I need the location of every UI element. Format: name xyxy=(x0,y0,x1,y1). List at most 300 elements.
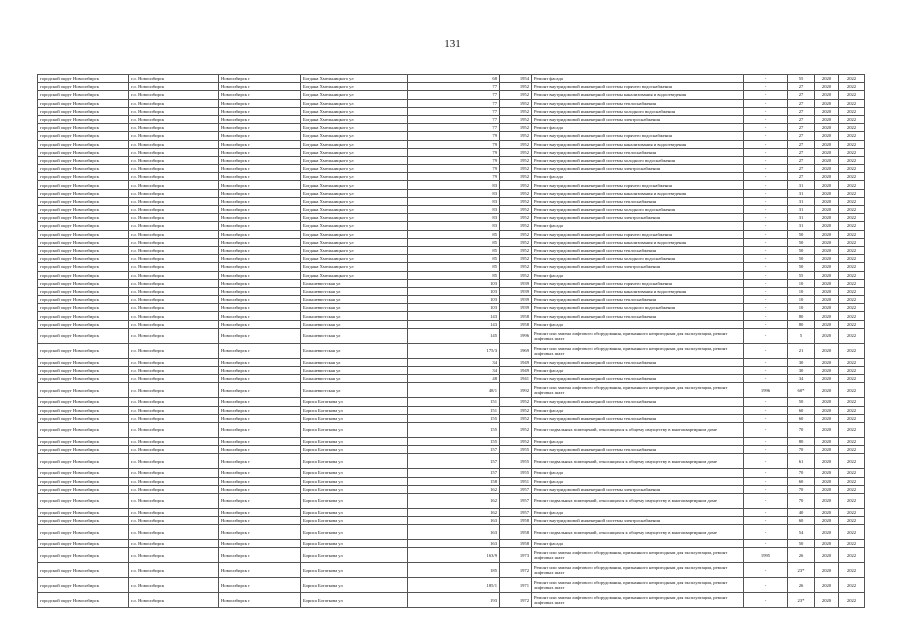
work-type-cell: Ремонт внутридомовой инженерной системы теплоснабжения xyxy=(532,398,744,406)
plan-start-cell: 2020 xyxy=(815,83,839,91)
table-row xyxy=(38,414,865,422)
last-repair-cell: - xyxy=(744,222,788,230)
locality-cell: Новосибирск г xyxy=(219,414,301,422)
plan-start-cell: 2020 xyxy=(815,91,839,99)
table-row xyxy=(38,83,865,91)
last-repair-cell: - xyxy=(744,525,788,540)
built-year-cell: 1996 xyxy=(500,328,532,343)
wear-cell: 26 xyxy=(788,578,815,593)
district-cell: г.о. Новосибирск xyxy=(129,230,219,238)
built-year-cell: 1952 xyxy=(500,206,532,214)
district-cell: г.о. Новосибирск xyxy=(129,437,219,445)
street-cell: Богдана Хмельницкого ул xyxy=(301,173,408,181)
last-repair-cell: - xyxy=(744,173,788,181)
wear-cell: 27 xyxy=(788,148,815,156)
wear-cell: 26 xyxy=(788,548,815,563)
district-cell: г.о. Новосибирск xyxy=(129,173,219,181)
last-repair-cell: - xyxy=(744,358,788,366)
plan-start-cell: 2020 xyxy=(815,148,839,156)
plan-start-cell: 2020 xyxy=(815,540,839,548)
street-cell: Большевистская ул xyxy=(301,287,408,295)
district-cell: г.о. Новосибирск xyxy=(129,563,219,578)
built-year-cell: 1952 xyxy=(500,83,532,91)
table-row xyxy=(38,454,865,469)
street-cell: Бориса Богаткова ул xyxy=(301,406,408,414)
work-type-cell: Ремонт внутридомовой инженерной системы электроснабжения xyxy=(532,485,744,493)
locality-cell: Новосибирск г xyxy=(219,165,301,173)
built-year-cell: 1971 xyxy=(500,578,532,593)
wear-cell: 27 xyxy=(788,107,815,115)
district-cell: г.о. Новосибирск xyxy=(129,508,219,516)
locality-cell: Новосибирск г xyxy=(219,320,301,328)
district-cell: г.о. Новосибирск xyxy=(129,343,219,358)
district-cell: г.о. Новосибирск xyxy=(129,197,219,205)
wear-cell: 70 xyxy=(788,422,815,437)
table-row xyxy=(38,238,865,246)
district-cell: г.о. Новосибирск xyxy=(129,238,219,246)
district-cell: г.о. Новосибирск xyxy=(129,91,219,99)
house-cell: 79 xyxy=(408,132,500,140)
plan-start-cell: 2020 xyxy=(815,197,839,205)
district-cell: г.о. Новосибирск xyxy=(129,165,219,173)
plan-end-cell: 2022 xyxy=(839,517,865,525)
last-repair-cell: - xyxy=(744,446,788,454)
last-repair-cell: - xyxy=(744,469,788,477)
locality-cell: Новосибирск г xyxy=(219,477,301,485)
plan-end-cell: 2022 xyxy=(839,255,865,263)
built-year-cell: 1939 xyxy=(500,287,532,295)
municipality-cell: городской округ Новосибирск xyxy=(38,107,129,115)
district-cell: г.о. Новосибирск xyxy=(129,517,219,525)
table-row xyxy=(38,156,865,164)
wear-cell: 50 xyxy=(788,255,815,263)
wear-cell: 54 xyxy=(788,525,815,540)
plan-start-cell: 2020 xyxy=(815,222,839,230)
wear-cell: 27 xyxy=(788,115,815,123)
plan-start-cell: 2020 xyxy=(815,140,839,148)
district-cell: г.о. Новосибирск xyxy=(129,312,219,320)
locality-cell: Новосибирск г xyxy=(219,173,301,181)
house-cell: 145 xyxy=(408,328,500,343)
plan-start-cell: 2020 xyxy=(815,271,839,279)
locality-cell: Новосибирск г xyxy=(219,124,301,132)
last-repair-cell: - xyxy=(744,132,788,140)
table-row xyxy=(38,91,865,99)
municipality-cell: городской округ Новосибирск xyxy=(38,493,129,508)
district-cell: г.о. Новосибирск xyxy=(129,375,219,383)
last-repair-cell: - xyxy=(744,107,788,115)
built-year-cell: 1952 xyxy=(500,414,532,422)
work-type-cell: Ремонт фасада xyxy=(532,437,744,445)
plan-end-cell: 2022 xyxy=(839,296,865,304)
plan-start-cell: 2020 xyxy=(815,525,839,540)
built-year-cell: 1952 xyxy=(500,189,532,197)
house-cell: 163/9 xyxy=(408,548,500,563)
plan-end-cell: 2022 xyxy=(839,189,865,197)
municipality-cell: городской округ Новосибирск xyxy=(38,255,129,263)
house-cell: 68 xyxy=(408,75,500,83)
last-repair-cell: - xyxy=(744,140,788,148)
built-year-cell: 1952 xyxy=(500,181,532,189)
wear-cell: 80 xyxy=(788,437,815,445)
built-year-cell: 1951 xyxy=(500,477,532,485)
municipality-cell: городской округ Новосибирск xyxy=(38,263,129,271)
plan-end-cell: 2022 xyxy=(839,246,865,254)
wear-cell: 27 xyxy=(788,132,815,140)
built-year-cell: 1957 xyxy=(500,508,532,516)
table-row xyxy=(38,343,865,358)
locality-cell: Новосибирск г xyxy=(219,271,301,279)
wear-cell: 21 xyxy=(788,343,815,358)
built-year-cell: 1952 xyxy=(500,197,532,205)
street-cell: Большевистская ул xyxy=(301,343,408,358)
house-cell: 143 xyxy=(408,320,500,328)
locality-cell: Новосибирск г xyxy=(219,304,301,312)
locality-cell: Новосибирск г xyxy=(219,312,301,320)
table-row xyxy=(38,517,865,525)
house-cell: 193 xyxy=(408,593,500,608)
wear-cell: 10 xyxy=(788,296,815,304)
house-cell: 79 xyxy=(408,148,500,156)
table-row xyxy=(38,132,865,140)
plan-end-cell: 2022 xyxy=(839,238,865,246)
table-row xyxy=(38,214,865,222)
table-row xyxy=(38,469,865,477)
work-type-cell: Ремонт внутридомовой инженерной системы холодного водоснабжения xyxy=(532,304,744,312)
street-cell: Большевистская ул xyxy=(301,296,408,304)
plan-end-cell: 2022 xyxy=(839,197,865,205)
plan-start-cell: 2020 xyxy=(815,238,839,246)
work-type-cell: Ремонт или замена лифтового оборудования, признанного непригодным для эксплуатации, ремонт лифтовых шахт xyxy=(532,593,744,608)
built-year-cell: 1992 xyxy=(500,383,532,398)
work-type-cell: Ремонт внутридомовой инженерной системы теплоснабжения xyxy=(532,197,744,205)
wear-cell: 23* xyxy=(788,563,815,578)
built-year-cell: 1952 xyxy=(500,406,532,414)
table-body xyxy=(38,75,865,608)
wear-cell: 10 xyxy=(788,304,815,312)
house-cell: 77 xyxy=(408,91,500,99)
street-cell: Большевистская ул xyxy=(301,375,408,383)
district-cell: г.о. Новосибирск xyxy=(129,287,219,295)
last-repair-cell: - xyxy=(744,165,788,173)
work-type-cell: Ремонт внутридомовой инженерной системы электроснабжения xyxy=(532,165,744,173)
table-row xyxy=(38,222,865,230)
plan-end-cell: 2022 xyxy=(839,563,865,578)
street-cell: Богдана Хмельницкого ул xyxy=(301,230,408,238)
plan-end-cell: 2022 xyxy=(839,206,865,214)
last-repair-cell: - xyxy=(744,189,788,197)
built-year-cell: 1952 xyxy=(500,255,532,263)
plan-start-cell: 2020 xyxy=(815,485,839,493)
locality-cell: Новосибирск г xyxy=(219,358,301,366)
plan-end-cell: 2022 xyxy=(839,383,865,398)
municipality-cell: городской округ Новосибирск xyxy=(38,181,129,189)
plan-start-cell: 2020 xyxy=(815,246,839,254)
last-repair-cell: - xyxy=(744,563,788,578)
plan-start-cell: 2020 xyxy=(815,367,839,375)
built-year-cell: 1958 xyxy=(500,525,532,540)
plan-end-cell: 2022 xyxy=(839,328,865,343)
work-type-cell: Ремонт внутридомовой инженерной системы горячего водоснабжения xyxy=(532,132,744,140)
municipality-cell: городской округ Новосибирск xyxy=(38,115,129,123)
work-type-cell: Ремонт внутридомовой инженерной системы теплоснабжения xyxy=(532,148,744,156)
district-cell: г.о. Новосибирск xyxy=(129,304,219,312)
street-cell: Богдана Хмельницкого ул xyxy=(301,263,408,271)
street-cell: Богдана Хмельницкого ул xyxy=(301,83,408,91)
plan-start-cell: 2020 xyxy=(815,115,839,123)
locality-cell: Новосибирск г xyxy=(219,91,301,99)
work-type-cell: Ремонт подвальных помещений, относящихся к общему имуществу в многоквартирном доме xyxy=(532,422,744,437)
locality-cell: Новосибирск г xyxy=(219,132,301,140)
locality-cell: Новосибирск г xyxy=(219,83,301,91)
municipality-cell: городской округ Новосибирск xyxy=(38,578,129,593)
house-cell: 77 xyxy=(408,115,500,123)
wear-cell: 10 xyxy=(788,287,815,295)
plan-end-cell: 2022 xyxy=(839,454,865,469)
street-cell: Богдана Хмельницкого ул xyxy=(301,255,408,263)
plan-end-cell: 2022 xyxy=(839,578,865,593)
street-cell: Богдана Хмельницкого ул xyxy=(301,189,408,197)
street-cell: Бориса Богаткова ул xyxy=(301,398,408,406)
district-cell: г.о. Новосибирск xyxy=(129,107,219,115)
wear-cell: 31 xyxy=(788,206,815,214)
house-cell: 83 xyxy=(408,222,500,230)
plan-start-cell: 2020 xyxy=(815,477,839,485)
last-repair-cell: - xyxy=(744,328,788,343)
work-type-cell: Ремонт внутридомовой инженерной системы горячего водоснабжения xyxy=(532,279,744,287)
plan-start-cell: 2020 xyxy=(815,517,839,525)
last-repair-cell: - xyxy=(744,517,788,525)
street-cell: Богдана Хмельницкого ул xyxy=(301,206,408,214)
table-row xyxy=(38,279,865,287)
plan-end-cell: 2022 xyxy=(839,540,865,548)
district-cell: г.о. Новосибирск xyxy=(129,358,219,366)
street-cell: Большевистская ул xyxy=(301,312,408,320)
built-year-cell: 1952 xyxy=(500,437,532,445)
table-row xyxy=(38,107,865,115)
locality-cell: Новосибирск г xyxy=(219,548,301,563)
last-repair-cell: - xyxy=(744,238,788,246)
built-year-cell: 1952 xyxy=(500,124,532,132)
table-row xyxy=(38,540,865,548)
wear-cell: 27 xyxy=(788,91,815,99)
locality-cell: Новосибирск г xyxy=(219,517,301,525)
district-cell: г.о. Новосибирск xyxy=(129,75,219,83)
street-cell: Бориса Богаткова ул xyxy=(301,493,408,508)
plan-end-cell: 2022 xyxy=(839,398,865,406)
work-type-cell: Ремонт фасада xyxy=(532,477,744,485)
municipality-cell: городской округ Новосибирск xyxy=(38,99,129,107)
plan-end-cell: 2022 xyxy=(839,132,865,140)
plan-end-cell: 2022 xyxy=(839,493,865,508)
table-row xyxy=(38,422,865,437)
locality-cell: Новосибирск г xyxy=(219,383,301,398)
street-cell: Богдана Хмельницкого ул xyxy=(301,148,408,156)
last-repair-cell: 1996 xyxy=(744,383,788,398)
last-repair-cell: - xyxy=(744,255,788,263)
plan-start-cell: 2020 xyxy=(815,173,839,181)
street-cell: Бориса Богаткова ул xyxy=(301,469,408,477)
wear-cell: 60* xyxy=(788,383,815,398)
plan-end-cell: 2022 xyxy=(839,83,865,91)
district-cell: г.о. Новосибирск xyxy=(129,548,219,563)
street-cell: Большевистская ул xyxy=(301,320,408,328)
built-year-cell: 1958 xyxy=(500,312,532,320)
built-year-cell: 1958 xyxy=(500,540,532,548)
municipality-cell: городской округ Новосибирск xyxy=(38,367,129,375)
wear-cell: 27 xyxy=(788,99,815,107)
built-year-cell: 1952 xyxy=(500,91,532,99)
work-type-cell: Ремонт внутридомовой инженерной системы холодного водоснабжения xyxy=(532,156,744,164)
district-cell: г.о. Новосибирск xyxy=(129,477,219,485)
work-type-cell: Ремонт или замена лифтового оборудования, признанного непригодным для эксплуатации, ремонт лифтовых шахт xyxy=(532,328,744,343)
street-cell: Богдана Хмельницкого ул xyxy=(301,107,408,115)
plan-start-cell: 2020 xyxy=(815,181,839,189)
built-year-cell: 1972 xyxy=(500,563,532,578)
locality-cell: Новосибирск г xyxy=(219,206,301,214)
street-cell: Бориса Богаткова ул xyxy=(301,414,408,422)
street-cell: Богдана Хмельницкого ул xyxy=(301,91,408,99)
wear-cell: 50 xyxy=(788,398,815,406)
house-cell: 103 xyxy=(408,304,500,312)
locality-cell: Новосибирск г xyxy=(219,189,301,197)
built-year-cell: 1952 xyxy=(500,115,532,123)
last-repair-cell: - xyxy=(744,296,788,304)
locality-cell: Новосибирск г xyxy=(219,263,301,271)
house-cell: 77 xyxy=(408,124,500,132)
work-type-cell: Ремонт внутридомовой инженерной системы электроснабжения xyxy=(532,214,744,222)
house-cell: 175/3 xyxy=(408,343,500,358)
table-row xyxy=(38,287,865,295)
municipality-cell: городской округ Новосибирск xyxy=(38,132,129,140)
table-row xyxy=(38,140,865,148)
built-year-cell: 1952 xyxy=(500,222,532,230)
table-row xyxy=(38,548,865,563)
house-cell: 77 xyxy=(408,107,500,115)
municipality-cell: городской округ Новосибирск xyxy=(38,414,129,422)
work-type-cell: Ремонт внутридомовой инженерной системы теплоснабжения xyxy=(532,99,744,107)
plan-start-cell: 2020 xyxy=(815,287,839,295)
locality-cell: Новосибирск г xyxy=(219,328,301,343)
locality-cell: Новосибирск г xyxy=(219,279,301,287)
municipality-cell: городской округ Новосибирск xyxy=(38,197,129,205)
built-year-cell: 1952 xyxy=(500,246,532,254)
municipality-cell: городской округ Новосибирск xyxy=(38,437,129,445)
district-cell: г.о. Новосибирск xyxy=(129,99,219,107)
locality-cell: Новосибирск г xyxy=(219,99,301,107)
plan-end-cell: 2022 xyxy=(839,367,865,375)
wear-cell: 60 xyxy=(788,477,815,485)
wear-cell: 34 xyxy=(788,375,815,383)
street-cell: Бориса Богаткова ул xyxy=(301,477,408,485)
last-repair-cell: - xyxy=(744,422,788,437)
work-type-cell: Ремонт или замена лифтового оборудования, признанного непригодным для эксплуатации, ремонт лифтовых шахт xyxy=(532,578,744,593)
house-cell: 103 xyxy=(408,279,500,287)
built-year-cell: 1952 xyxy=(500,173,532,181)
built-year-cell: 1969 xyxy=(500,343,532,358)
plan-end-cell: 2022 xyxy=(839,358,865,366)
work-type-cell: Ремонт фасада xyxy=(532,75,744,83)
street-cell: Богдана Хмельницкого ул xyxy=(301,99,408,107)
street-cell: Бориса Богаткова ул xyxy=(301,446,408,454)
locality-cell: Новосибирск г xyxy=(219,343,301,358)
locality-cell: Новосибирск г xyxy=(219,230,301,238)
plan-end-cell: 2022 xyxy=(839,593,865,608)
built-year-cell: 1957 xyxy=(500,493,532,508)
wear-cell: 30 xyxy=(788,367,815,375)
plan-start-cell: 2020 xyxy=(815,99,839,107)
plan-start-cell: 2020 xyxy=(815,255,839,263)
last-repair-cell: - xyxy=(744,437,788,445)
district-cell: г.о. Новосибирск xyxy=(129,271,219,279)
table-row xyxy=(38,358,865,366)
table-row xyxy=(38,437,865,445)
table-row xyxy=(38,485,865,493)
built-year-cell: 1973 xyxy=(500,548,532,563)
built-year-cell: 1955 xyxy=(500,446,532,454)
district-cell: г.о. Новосибирск xyxy=(129,255,219,263)
house-cell: 85 xyxy=(408,255,500,263)
work-type-cell: Ремонт фасада xyxy=(532,222,744,230)
street-cell: Большевистская ул xyxy=(301,367,408,375)
page-number: 131 xyxy=(444,38,461,50)
house-cell: 151 xyxy=(408,406,500,414)
built-year-cell: 1949 xyxy=(500,367,532,375)
work-type-cell: Ремонт фасада xyxy=(532,320,744,328)
last-repair-cell: - xyxy=(744,263,788,271)
last-repair-cell: - xyxy=(744,320,788,328)
municipality-cell: городской округ Новосибирск xyxy=(38,454,129,469)
wear-cell: 50 xyxy=(788,246,815,254)
locality-cell: Новосибирск г xyxy=(219,525,301,540)
house-cell: 155 xyxy=(408,422,500,437)
house-cell: 85 xyxy=(408,263,500,271)
municipality-cell: городской округ Новосибирск xyxy=(38,525,129,540)
table-row xyxy=(38,115,865,123)
last-repair-cell: - xyxy=(744,99,788,107)
district-cell: г.о. Новосибирск xyxy=(129,156,219,164)
district-cell: г.о. Новосибирск xyxy=(129,454,219,469)
locality-cell: Новосибирск г xyxy=(219,107,301,115)
locality-cell: Новосибирск г xyxy=(219,222,301,230)
plan-start-cell: 2020 xyxy=(815,320,839,328)
plan-start-cell: 2020 xyxy=(815,75,839,83)
wear-cell: 40 xyxy=(788,508,815,516)
work-type-cell: Ремонт внутридомовой инженерной системы теплоснабжения xyxy=(532,296,744,304)
house-cell: 85 xyxy=(408,238,500,246)
wear-cell: 61 xyxy=(788,454,815,469)
last-repair-cell: - xyxy=(744,304,788,312)
table-row xyxy=(38,383,865,398)
locality-cell: Новосибирск г xyxy=(219,508,301,516)
work-type-cell: Ремонт фасада xyxy=(532,124,744,132)
municipality-cell: городской округ Новосибирск xyxy=(38,593,129,608)
locality-cell: Новосибирск г xyxy=(219,593,301,608)
plan-end-cell: 2022 xyxy=(839,165,865,173)
plan-end-cell: 2022 xyxy=(839,343,865,358)
municipality-cell: городской округ Новосибирск xyxy=(38,189,129,197)
street-cell: Богдана Хмельницкого ул xyxy=(301,181,408,189)
wear-cell: 70 xyxy=(788,485,815,493)
municipality-cell: городской округ Новосибирск xyxy=(38,477,129,485)
plan-start-cell: 2020 xyxy=(815,312,839,320)
plan-end-cell: 2022 xyxy=(839,304,865,312)
wear-cell: 50 xyxy=(788,238,815,246)
built-year-cell: 1952 xyxy=(500,132,532,140)
work-type-cell: Ремонт внутридомовой инженерной системы теплоснабжения xyxy=(532,446,744,454)
municipality-cell: городской округ Новосибирск xyxy=(38,358,129,366)
plan-end-cell: 2022 xyxy=(839,91,865,99)
